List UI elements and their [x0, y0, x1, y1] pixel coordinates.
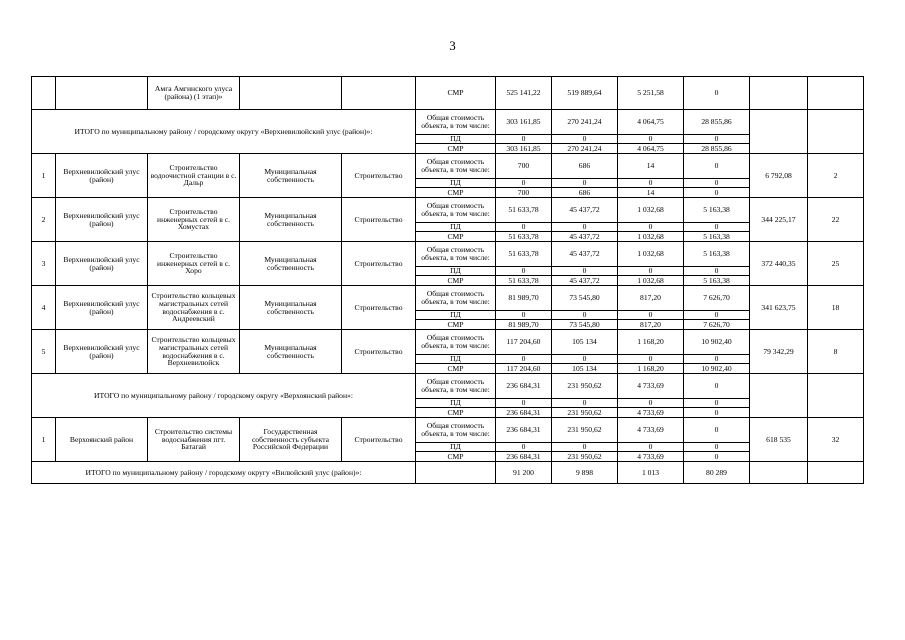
value-cell: 0 [552, 311, 618, 320]
cost-type: ПД [416, 267, 496, 276]
cost-type: СМР [416, 452, 496, 462]
total-row [32, 462, 864, 484]
value-cell: 5 163,38 [684, 276, 750, 286]
value-cell: 303 161,85 [496, 110, 552, 135]
value-cell: 1 013 [618, 462, 684, 484]
year-count: 8 [808, 330, 864, 374]
year-count: 32 [808, 418, 864, 462]
value-cell: 700 [496, 188, 552, 198]
cost-type: ПД [416, 399, 496, 408]
total-label: ИТОГО по муниципальному району / городскому округу «Верхоянский район»: [32, 374, 416, 418]
year-cell [808, 462, 864, 484]
value-cell: 0 [496, 443, 552, 452]
value-cell: 51 633,78 [496, 242, 552, 267]
table-row [32, 330, 864, 355]
value-cell: 236 684,31 [496, 374, 552, 399]
cost-type: ПД [416, 179, 496, 188]
value-cell: 0 [552, 443, 618, 452]
district-name: Верхневилюйский улус (район) [56, 198, 148, 242]
object-name: Строительство инженерных сетей в с. Хомустах [148, 198, 240, 242]
work-type: Строительство [342, 242, 416, 286]
row-number: 1 [32, 154, 56, 198]
value-cell: 0 [684, 355, 750, 364]
work-type: Строительство [342, 154, 416, 198]
year-count: 2 [808, 154, 864, 198]
total-row [32, 374, 864, 399]
value-cell: 817,20 [618, 320, 684, 330]
object-cell: Амга Амгинского улуса (района) (1 этап)» [148, 77, 240, 110]
cost-type: СМР [416, 364, 496, 374]
value-cell: 0 [496, 267, 552, 276]
value-cell: 0 [684, 154, 750, 179]
value-cell: 0 [684, 374, 750, 399]
cost-type: Общая стоимость объекта, в том числе: [416, 374, 496, 399]
value-cell: 81 989,70 [496, 320, 552, 330]
value-cell: 686 [552, 188, 618, 198]
value-cell: 1 168,20 [618, 364, 684, 374]
value-cell: 5 163,38 [684, 198, 750, 223]
value-cell: 303 161,85 [496, 144, 552, 154]
value-cell: 0 [618, 399, 684, 408]
total-cost: 618 535 [750, 418, 808, 462]
value-cell: 5 163,38 [684, 242, 750, 267]
value-cell: 0 [618, 443, 684, 452]
num-cell [32, 77, 56, 110]
value-cell: 45 437,72 [552, 232, 618, 242]
total-label: ИТОГО по муниципальному району / городскому округу «Вилюйский улус (район)»: [32, 462, 416, 484]
ownership: Муниципальная собственность [240, 198, 342, 242]
value-cell: 0 [496, 223, 552, 232]
value-cell: 28 855,86 [684, 144, 750, 154]
cost-type: СМР [416, 144, 496, 154]
year-count: 22 [808, 198, 864, 242]
value-cell: 0 [684, 408, 750, 418]
value-cell: 0 [552, 135, 618, 144]
work-type: Строительство [342, 418, 416, 462]
value-cell: 14 [618, 154, 684, 179]
value-cell: 700 [496, 154, 552, 179]
ownership: Государственная собственность субъекта Российской Федерации [240, 418, 342, 462]
value-cell: 817,20 [618, 286, 684, 311]
value-cell: 0 [552, 179, 618, 188]
value-cell: 236 684,31 [496, 452, 552, 462]
total-cost-cell [750, 374, 808, 418]
cost-type: Общая стоимость объекта, в том числе: [416, 242, 496, 267]
value-cell: 0 [552, 399, 618, 408]
value-cell: 7 626,70 [684, 320, 750, 330]
value-cell: 525 141,22 [496, 77, 552, 110]
total-label: ИТОГО по муниципальному району / городскому округу «Верхневилюйский улус (район)»: [32, 110, 416, 154]
value-cell: 81 989,70 [496, 286, 552, 311]
value-cell: 519 889,64 [552, 77, 618, 110]
cost-type: Общая стоимость объекта, в том числе: [416, 330, 496, 355]
district-name: Верхневилюйский улус (район) [56, 242, 148, 286]
year-count: 18 [808, 286, 864, 330]
value-cell: 236 684,31 [496, 408, 552, 418]
cost-type-cell: СМР [416, 77, 496, 110]
row-number: 2 [32, 198, 56, 242]
value-cell: 91 200 [496, 462, 552, 484]
row-number: 1 [32, 418, 56, 462]
value-cell: 10 902,40 [684, 364, 750, 374]
cost-type: СМР [416, 276, 496, 286]
total-cost-cell [750, 462, 808, 484]
value-cell: 45 437,72 [552, 276, 618, 286]
district-cell [56, 77, 148, 110]
row-number: 3 [32, 242, 56, 286]
value-cell: 231 950,62 [552, 374, 618, 399]
total-row [32, 110, 864, 135]
value-cell: 0 [684, 452, 750, 462]
investment-table [31, 76, 864, 484]
year-cell [808, 374, 864, 418]
value-cell: 0 [618, 223, 684, 232]
value-cell: 0 [684, 179, 750, 188]
cost-type: СМР [416, 320, 496, 330]
table-row [32, 286, 864, 311]
year-cell [808, 77, 864, 110]
object-name: Строительство кольцевых магистральных сетей водоснабжения в с. Верхневилюйск [148, 330, 240, 374]
value-cell: 270 241,24 [552, 110, 618, 135]
value-cell: 105 134 [552, 330, 618, 355]
value-cell: 0 [684, 267, 750, 276]
work-type: Строительство [342, 286, 416, 330]
cost-type: Общая стоимость объекта, в том числе: [416, 198, 496, 223]
value-cell: 4 733,69 [618, 374, 684, 399]
value-cell: 1 168,20 [618, 330, 684, 355]
value-cell: 0 [684, 77, 750, 110]
cost-type: Общая стоимость объекта, в том числе: [416, 286, 496, 311]
object-name: Строительство водоочистной станции в с. Дальр [148, 154, 240, 198]
year-count: 25 [808, 242, 864, 286]
value-cell: 231 950,62 [552, 452, 618, 462]
district-name: Верхневилюйский улус (район) [56, 330, 148, 374]
value-cell: 117 204,60 [496, 364, 552, 374]
value-cell: 105 134 [552, 364, 618, 374]
value-cell: 0 [618, 311, 684, 320]
cost-type: ПД [416, 311, 496, 320]
value-cell: 0 [684, 311, 750, 320]
value-cell: 1 032,68 [618, 198, 684, 223]
object-name: Строительство инженерных сетей в с. Хоро [148, 242, 240, 286]
value-cell: 686 [552, 154, 618, 179]
ownership: Муниципальная собственность [240, 286, 342, 330]
table-row [32, 418, 864, 443]
value-cell: 51 633,78 [496, 276, 552, 286]
value-cell: 80 289 [684, 462, 750, 484]
ownership-cell [240, 77, 342, 110]
district-name: Верхневилюйский улус (район) [56, 154, 148, 198]
ownership: Муниципальная собственность [240, 330, 342, 374]
value-cell: 0 [496, 311, 552, 320]
district-name: Верхневилюйский улус (район) [56, 286, 148, 330]
value-cell: 1 032,68 [618, 276, 684, 286]
value-cell: 0 [684, 223, 750, 232]
value-cell: 45 437,72 [552, 242, 618, 267]
total-cost: 344 225,17 [750, 198, 808, 242]
value-cell: 0 [618, 267, 684, 276]
work-type-cell [342, 77, 416, 110]
cost-type: Общая стоимость объекта, в том числе: [416, 110, 496, 135]
value-cell: 5 163,38 [684, 232, 750, 242]
table-row-continued [32, 77, 864, 110]
work-type: Строительство [342, 330, 416, 374]
page-number: 3 [449, 38, 456, 53]
value-cell: 117 204,60 [496, 330, 552, 355]
total-cost: 341 623,75 [750, 286, 808, 330]
value-cell: 45 437,72 [552, 198, 618, 223]
value-cell: 4 733,69 [618, 452, 684, 462]
total-cost: 372 440,35 [750, 242, 808, 286]
value-cell: 270 241,24 [552, 144, 618, 154]
value-cell: 0 [496, 355, 552, 364]
value-cell: 10 902,40 [684, 330, 750, 355]
value-cell: 231 950,62 [552, 418, 618, 443]
ownership: Муниципальная собственность [240, 154, 342, 198]
value-cell: 1 032,68 [618, 242, 684, 267]
value-cell: 9 898 [552, 462, 618, 484]
value-cell: 0 [552, 223, 618, 232]
cost-type: ПД [416, 223, 496, 232]
cost-type: СМР [416, 188, 496, 198]
cost-type: Общая стоимость объекта, в том числе: [416, 418, 496, 443]
value-cell: 73 545,80 [552, 286, 618, 311]
cost-type-cell [416, 462, 496, 484]
cost-type: СМР [416, 232, 496, 242]
object-name: Строительство системы водоснабжения пгт. Батагай [148, 418, 240, 462]
value-cell: 7 626,70 [684, 286, 750, 311]
value-cell: 51 633,78 [496, 232, 552, 242]
value-cell: 0 [684, 443, 750, 452]
cost-type: ПД [416, 443, 496, 452]
value-cell: 0 [618, 355, 684, 364]
value-cell: 0 [684, 135, 750, 144]
value-cell: 4 733,69 [618, 408, 684, 418]
value-cell: 51 633,78 [496, 198, 552, 223]
cost-type: ПД [416, 355, 496, 364]
value-cell: 73 545,80 [552, 320, 618, 330]
value-cell: 0 [684, 399, 750, 408]
value-cell: 0 [618, 179, 684, 188]
value-cell: 4 064,75 [618, 110, 684, 135]
value-cell: 1 032,68 [618, 232, 684, 242]
table-row [32, 198, 864, 223]
value-cell: 28 855,86 [684, 110, 750, 135]
table-row [32, 154, 864, 179]
value-cell: 0 [552, 267, 618, 276]
value-cell: 0 [552, 355, 618, 364]
value-cell: 236 684,31 [496, 418, 552, 443]
value-cell: 4 733,69 [618, 418, 684, 443]
value-cell: 231 950,62 [552, 408, 618, 418]
total-cost-cell [750, 110, 808, 154]
value-cell: 0 [618, 135, 684, 144]
row-number: 5 [32, 330, 56, 374]
value-cell: 0 [684, 188, 750, 198]
cost-type: ПД [416, 135, 496, 144]
district-name: Верхоянский район [56, 418, 148, 462]
cost-type: СМР [416, 408, 496, 418]
cost-type: Общая стоимость объекта, в том числе: [416, 154, 496, 179]
year-cell [808, 110, 864, 154]
value-cell: 0 [496, 399, 552, 408]
row-number: 4 [32, 286, 56, 330]
total-cost-cell [750, 77, 808, 110]
work-type: Строительство [342, 198, 416, 242]
total-cost: 6 792,08 [750, 154, 808, 198]
table-row [32, 242, 864, 267]
value-cell: 0 [684, 418, 750, 443]
value-cell: 0 [496, 179, 552, 188]
total-cost: 79 342,29 [750, 330, 808, 374]
value-cell: 5 251,58 [618, 77, 684, 110]
ownership: Муниципальная собственность [240, 242, 342, 286]
value-cell: 4 064,75 [618, 144, 684, 154]
value-cell: 14 [618, 188, 684, 198]
value-cell: 0 [496, 135, 552, 144]
object-name: Строительство кольцевых магистральных сетей водоснабжения в с. Андреевский [148, 286, 240, 330]
